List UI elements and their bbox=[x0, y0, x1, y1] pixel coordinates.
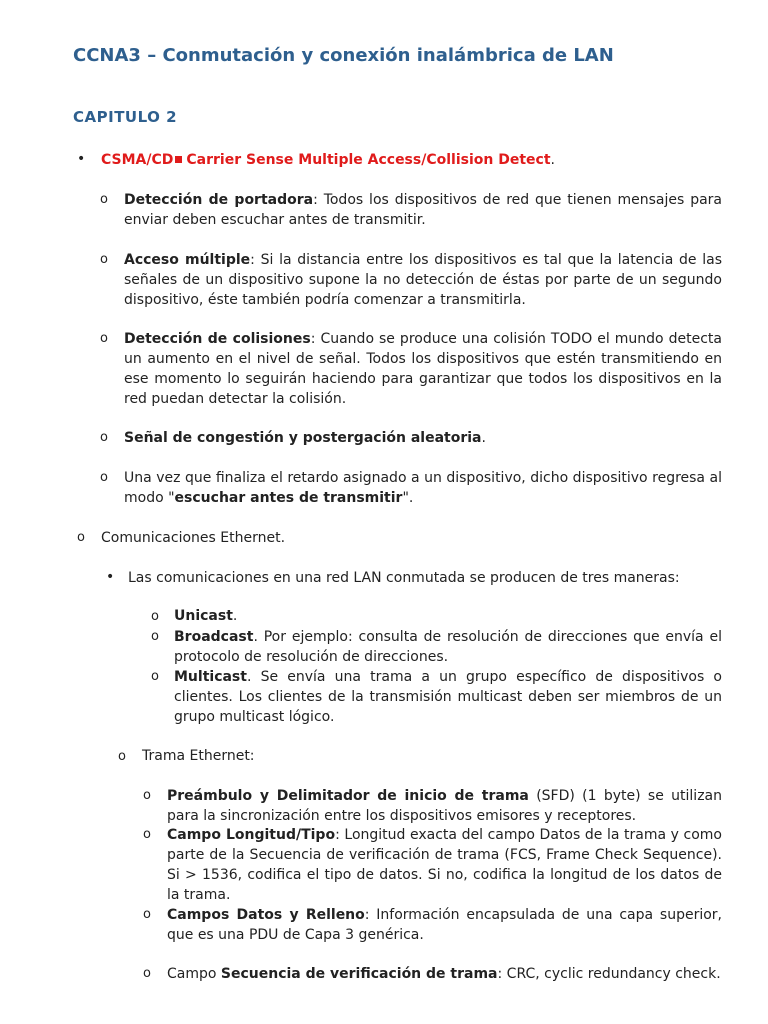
document-title: CCNA3 – Conmutación y conexión inalámbrica de LAN bbox=[73, 45, 614, 66]
frame-item: Preámbulo y Delimitador de inicio de trama (SFD) (1 byte) se utilizan para la sincronización entre los dispositivos emisores y receptores. bbox=[167, 788, 722, 824]
circle-marker: o bbox=[77, 530, 85, 545]
csma-acronym: CSMA/CD bbox=[101, 152, 174, 168]
circle-marker: o bbox=[100, 192, 108, 207]
ethernet-comm: Comunicaciones Ethernet. bbox=[101, 530, 286, 546]
circle-marker: o bbox=[143, 788, 151, 803]
frame-item: Campo Longitud/Tipo: Longitud exacta del campo Datos de la trama y como parte de la Secuencia de verificación de trama (FCS, Frame Check Sequence). Si > 1536, codifica el tipo de datos. Si no, codifica la longitud de los datos de la trama. bbox=[167, 827, 722, 903]
circle-marker: o bbox=[151, 609, 159, 624]
red-square-icon bbox=[175, 156, 182, 163]
cast-item: Broadcast. Por ejemplo: consulta de resolución de direcciones que envía el protocolo de resolución de direcciones. bbox=[174, 629, 722, 665]
circle-marker: o bbox=[143, 966, 151, 981]
circle-marker: o bbox=[100, 470, 108, 485]
csma-heading bbox=[101, 150, 661, 170]
csma-item: Una vez que finaliza el retardo asignado a un dispositivo, dicho dispositivo regresa al modo "escuchar antes de transmitir". bbox=[124, 470, 722, 506]
frame-item: Campos Datos y Relleno: Información encapsulada de una capa superior, que es una PDU de Capa 3 genérica. bbox=[167, 907, 722, 943]
csma-item: Acceso múltiple: Si la distancia entre los dispositivos es tal que la latencia de las señales de un dispositivo supone la no detección de éstas por parte de un segundo dispositivo, éste también podría comenzar a transmitirla. bbox=[124, 252, 722, 308]
frame-item: Campo Secuencia de verificación de trama: CRC, cyclic redundancy check. bbox=[167, 966, 721, 982]
circle-marker: o bbox=[100, 430, 108, 445]
circle-marker: o bbox=[151, 629, 159, 644]
csma-item: Señal de congestión y postergación aleatoria. bbox=[124, 430, 486, 446]
bullet-marker: • bbox=[77, 151, 86, 167]
csma-full: Carrier Sense Multiple Access/Collision Detect bbox=[186, 152, 551, 168]
cast-item: Unicast. bbox=[174, 608, 238, 624]
cast-item: Multicast. Se envía una trama a un grupo específico de dispositivos o clientes. Los clientes de la transmisión multicast deben ser miembros de un grupo multicast lógico. bbox=[174, 669, 722, 725]
circle-marker: o bbox=[143, 827, 151, 842]
csma-item: Detección de portadora: Todos los dispositivos de red que tienen mensajes para enviar deben escuchar antes de transmitir. bbox=[124, 192, 722, 228]
chapter-heading: CAPITULO 2 bbox=[73, 108, 178, 126]
circle-marker: o bbox=[118, 749, 126, 764]
frame-title: Trama Ethernet: bbox=[142, 748, 255, 764]
circle-marker: o bbox=[100, 252, 108, 267]
circle-marker: o bbox=[100, 331, 108, 346]
csma-item: Detección de colisiones: Cuando se produce una colisión TODO el mundo detecta un aumento en el nivel de señal. Todos los dispositivos que estén transmitiendo en ese momento lo seguirán haciendo para garantizar que todos los dispositivos en la red puedan detectar la colisión. bbox=[124, 331, 722, 407]
lan-intro: Las comunicaciones en una red LAN conmutada se producen de tres maneras: bbox=[128, 570, 680, 586]
circle-marker: o bbox=[143, 907, 151, 922]
csma-end: . bbox=[550, 152, 555, 168]
circle-marker: o bbox=[151, 669, 159, 684]
bullet-marker: • bbox=[106, 569, 115, 585]
